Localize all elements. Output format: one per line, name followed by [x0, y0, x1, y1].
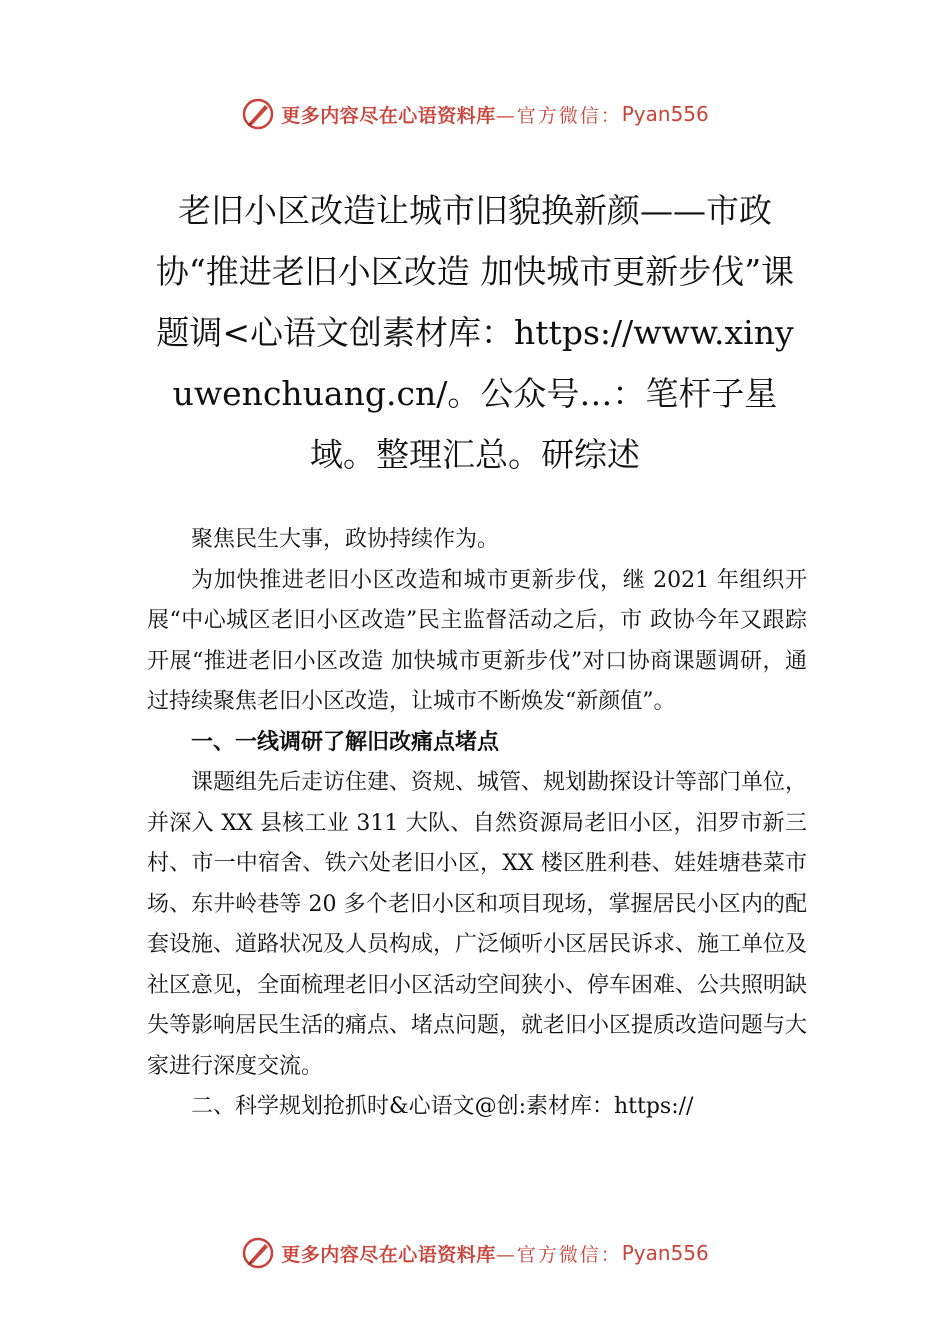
document-body: [147, 520, 807, 1128]
pen-logo-icon: [241, 1236, 275, 1270]
paragraph-3: 课题组先后走访住建、资规、城管、规划勘探设计等部门单位，并深入 XX 县核工业 311 大队、自然资源局老旧小区，汨罗市新三村、市一中宿舍、铁六处老旧小区，XX 楼区胜利巷、娃娃塘巷菜市场、东井岭巷等 20 多个老旧小区和项目现场，掌握居民小区内的配套设施、道路状况及人员构成，广泛倾听小区居民诉求、施工单位及社区意见，全面梳理老旧小区活动空间狭小、停车困难、公共照明缺失等影响居民生活的痛点、堵点问题，就老旧小区提质改造问题与大家进行深度交流。: [147, 770, 808, 1079]
header-banner: [0, 94, 950, 134]
section-heading-1: 一、一线调研了解旧改痛点堵点: [191, 729, 500, 755]
paragraph-1: 聚焦民生大事，政协持续作为。: [191, 527, 500, 552]
footer-banner: [0, 1233, 950, 1273]
banner-wechat-id: Pyan556: [621, 102, 709, 126]
pen-logo-icon: [241, 97, 275, 131]
paragraph-2: 为加快推进老旧小区改造和城市更新步伐，继 2021 年组织开展“中心城区老旧小区改造”民主监督活动之后，市 政协今年又跟踪开展“推进老旧小区改造 加快城市更新步伐”对口协商课题调研，通过持续聚焦老旧小区改造，让城市不断焕发“新颜值”。: [147, 567, 807, 714]
paragraph-4: 二、科学规划抢抓时&心语文@创:素材库：https://: [191, 1094, 694, 1119]
banner-sub-text: —官方微信：: [495, 1243, 622, 1266]
banner-wechat-id: Pyan556: [621, 1241, 709, 1265]
banner-sub-text: —官方微信：: [495, 104, 622, 127]
banner-main-text: 更多内容尽在心语资料库: [281, 104, 496, 127]
document-title: 老旧小区改造让城市旧貌换新颜——市政协“推进老旧小区改造 加快城市更新步伐”课题调<心语文创素材库：https://www.xinyuwenchuang.cn/。公众号…：笔杆子星域。整理汇总。研综述: [155, 191, 795, 474]
banner-main-text: 更多内容尽在心语资料库: [281, 1243, 496, 1266]
